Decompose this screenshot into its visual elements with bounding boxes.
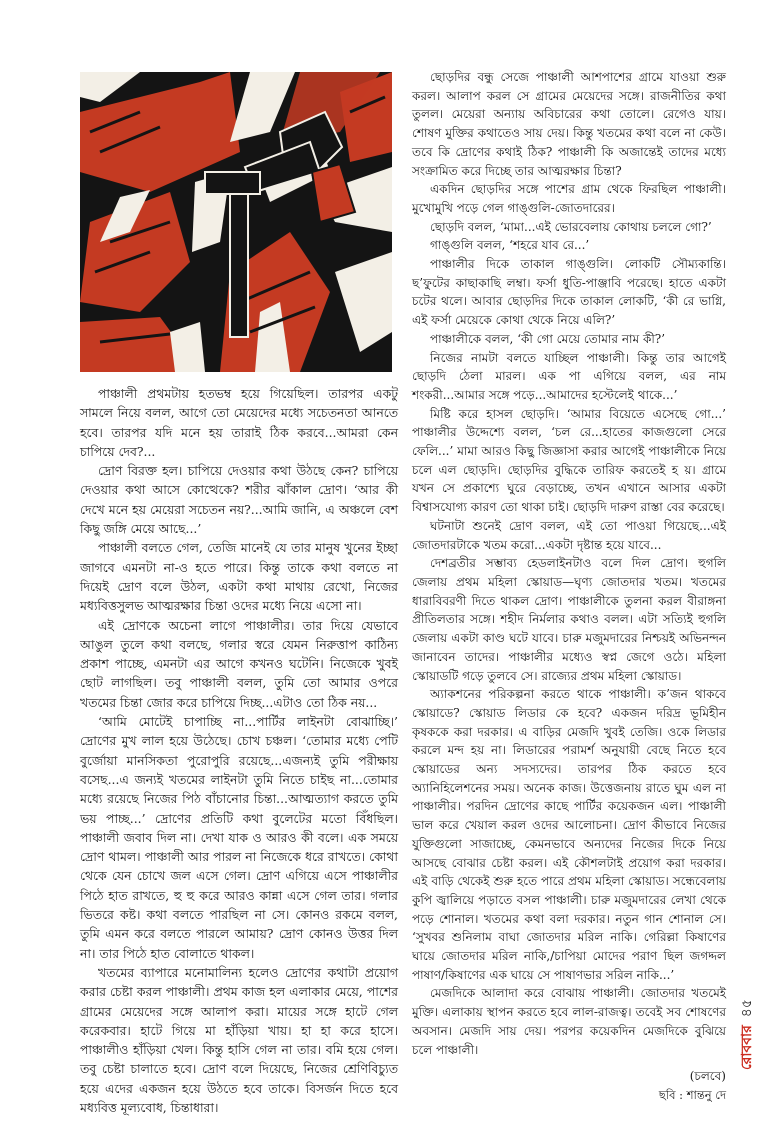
- illustration: [80, 72, 392, 372]
- paragraph: পাঞ্চালী প্রথমটায় হতভম্ব হয়ে গিয়েছিল। তারপর একটু সামলে নিয়ে বলল, আগে তো মেয়েদের মধ্যে সচেতনতা আনতে হবে। তারপর যদি মনে হয় তারাই ঠিক করবে...আমরা কেন চাপিয়ে দেব?...: [80, 386, 398, 459]
- paragraph: পাঞ্চালীকে বলল, ‘কী গো মেয়ে তোমার নাম কী?’: [430, 331, 666, 346]
- paragraph: দ্রোণ বিরক্ত হল। চাপিয়ে দেওয়ার কথা উঠছে কেন? চাপিয়ে দেওয়ার কথা আসে কোত্থেকে? শরীর ঝাঁকাল দ্রোণ। ‘আর কী দেখে মনে হয় মেয়েরা সচেতন নয়?...আমি জানি, এ অঞ্চলে বেশ কিছু জঙ্গি মেয়ে আছে...’: [80, 463, 398, 537]
- paragraph: মিষ্টি করে হাসল ছোড়দি। ‘আমার বিয়েতে এসেছে গো...’ পাঞ্চালীর উদ্দেশ্যে বলল, ‘চল রে...হাতের কাজগুলো সেরে ফেলি...’ মামা আরও কিছু জিজ্ঞাসা করার আগেই পাঞ্চালীকে নিয়ে চলে এল ছোড়দি। ছোড়দির বুদ্ধিকে তারিফ করতেই হ য়। গ্রামে যখন সে প্রকাশ্যে ঘুরে বেড়াচ্ছে, তখন এখানে আসার একটা বিশ্বাসযোগ্য কারণ তো থাকা চাই। ছোড়দি দারুণ রাস্তা বের করেছে।: [412, 406, 726, 515]
- left-column: [80, 384, 398, 1117]
- paragraph: একদিন ছোড়দির সঙ্গে পাশের গ্রাম থেকে ফিরছিল পাঞ্চালী। মুখোমুখি পড়ে গেল গাঙ্গুলি-জোতদারের।: [412, 182, 726, 215]
- paragraph: দেশব্রতীর সম্ভাব্য হেডলাইনটাও বলে দিল দ্রোণ। হুগলি জেলায় প্রথম মহিলা স্কোয়াড—ঘৃণ্য জোতদার খতম। খতমের ধারাবিবরণী দিতে থাকল দ্রোণ। পাঞ্চালীকে তুলনা করল বীরাঙ্গনা প্রীতিলতার সঙ্গে। শহীদ নির্মলার কথাও বলল। এটা সত্যিই হুগলি জেলায় একটা কাণ্ড ঘটে যাবে। চারু মজুমদারের নিশ্চয়ই অভিনন্দন জানাবেন তাদের। পাঞ্চালীর মধ্যেও স্বপ্ন জেগে ওঠে। মহিলা স্কোয়াডটি গড়ে তুলবে সে। রাজ্যের প্রথম মহিলা স্কোয়াড।: [412, 556, 726, 683]
- paragraph: এই দ্রোণকে অচেনা লাগে পাঞ্চালীর। তার দিয়ে যেভাবে আঙুল তুলে কথা বলছে, গলার স্বরে যেমন নিরুত্তাপ কাঠিন্য প্রকাশ পাচ্ছে, এমনটা এর আগে কখনও ঘটেনি। নিজেকে খুবই ছোট লাগছিল। তবু পাঞ্চালী বলল, তুমি তো আমার ওপরে খতমের চিন্তা জোর করে চাপিয়ে দিচ্ছ...এটাও তো ঠিক নয়...: [80, 617, 398, 710]
- paragraph: পাঞ্চালী বলতে গেল, তেজি মানেই যে তার মানুষ খুনের ইচ্ছা জাগবে এমনটা না-ও হতে পারে। কিন্তু তাকে কথা বলতে না দিয়েই দ্রোণ বলে উঠল, একটা কথা মাথায় রেখো, নিজের মধ্যবিত্তসুলভ আত্মরক্ষার চিন্তা ওদের মধ্যে নিয়ে এসো না।: [80, 540, 398, 614]
- illustration-credit: ছবি : শান্তনু দে: [658, 1087, 726, 1102]
- paragraph: অ্যাকশনের পরিকল্পনা করতে থাকে পাঞ্চালী। ক’জন থাকবে স্কোয়াডে? স্কোয়াড লিডার কে হবে? একজন দরিদ্র ভূমিহীন কৃষককে করা দরকার। এ বাড়ির মেজদি খুবই তেজি। ওকে লিডার করলে মন্দ হয় না। লিডারের পরামর্শ অনুযায়ী বেছে নিতে হবে স্কোয়াডের অন্য সদস্যদের। তারপর ঠিক করতে হবে অ্যানিহিলেশনের সময়। অনেক কাজ। উত্তেজনায় রাতে ঘুম এল না পাঞ্চালীর। পরদিন দ্রোণের কাছে পার্টির কয়েকজন এল। পাঞ্চালী ভাল করে খেয়াল করল ওদের আলোচনা। দ্রোণ কীভাবে নিজের যুক্তিগুলো সাজাচ্ছে, কেমনভাবে অন্যদের নিজের দিকে নিয়ে আসছে বোঝার চেষ্টা করল। এই কৌশলটাই প্রয়োগ করা দরকার। এই বাড়ি থেকেই শুরু হতে পারে প্রথম মহিলা স্কোয়াড। সন্ধেবেলায় কুপি জ্বালিয়ে পড়াতে বসল পাঞ্চালী। চারু মজুমদারের লেখা থেকে পড়ে শোনাল। খতমের কথা বলা দরকার। নতুন গান শোনাল সে। ‘সুখবর শুনিলাম বাঘা জোতদার মরিল নাকি। গেরিল্লা কিষাণের ঘায়ে জোতদার মরিল নাকি,/চাপিয়া মোদের পরাণ ছিল জগদ্দল পাষাণ/কিষাণের এক ঘায়ে সে পাষাণভার সরিল নাকি...’: [412, 687, 726, 982]
- paragraph: ঘটনাটা শুনেই দ্রোণ বলল, এই তো পাওয়া গিয়েছে...এই জোতদারটাকে খতম করো...একটা দৃষ্টান্ত হয়ে যাবে...: [412, 518, 726, 552]
- paragraph: ছোড়দি বলল, ‘মামা...এই ভোরবেলায় কোথায় চললে গো?’: [430, 219, 712, 234]
- paragraph: নিজের নামটা বলতে যাচ্ছিল পাঞ্চালী। কিন্তু তার আগেই ছোড়দি ঠেলা মারল। এক পা এগিয়ে বলল, এর নাম শংকরী...আমার সঙ্গে পড়ে...আমাদের হস্টেলেই থাকে...’: [412, 350, 726, 402]
- paragraph: মেজদিকে আলাদা করে বোঝায় পাঞ্চালী। জোতদার খতমেই মুক্তি। এলাকায় স্থাপন করতে হবে লাল-রাজত্ব। তবেই সব শোষণের অবসান। মেজদি সায় দেয়। পরপর কয়েকদিন মেজদিকে বুঝিয়ে চলে পাঞ্চালী।: [412, 986, 726, 1057]
- paragraph: খতমের ব্যাপারে মনোমালিন্য হলেও দ্রোণের কথাটা প্রয়োগ করার চেষ্টা করল পাঞ্চালী। প্রথম কাজ হল এলাকার মেয়ে, পাশের গ্রামের মেয়েদের সঙ্গে আলাপ করা। মায়ের সঙ্গে হাটে গেল করেকবার। হাটে গিয়ে মা হাঁড়িয়া খায়। হা হা করে হাসে। পাঞ্চালীও হাঁড়িয়া খেল। কিন্তু হাসি গেল না তার। বমি হয়ে গেল। তবু চেষ্টা চালাতে হবে। দ্রোণ বলে দিয়েছে, নিজের শ্রেণিবিচ্যুত হয়ে এদের একজন হয়ে উঠতে হবে তাকে। বিসর্জন দিতে হবে মধ্যবিত্ত মূল্যবোধ, চিন্তাধারা।: [80, 964, 398, 1115]
- paragraph: গাঙ্গুলি বলল, ‘শহরে যাব রে...’: [430, 238, 590, 253]
- right-column: [412, 68, 726, 1105]
- to-be-continued: (চলবে): [689, 1069, 726, 1084]
- page-number: ৪৫: [739, 999, 755, 1018]
- page-footer: [734, 960, 760, 1070]
- paragraph: ছোড়দির বন্ধু সেজে পাঞ্চালী আশপাশের গ্রামে যাওয়া শুরু করল। আলাপ করল সে গ্রামের মেয়েদের সঙ্গে। রাজনীতির কথা তুলল। মেয়েরা অন্যায় অবিচারের কথা তোলে। রেগেও যায়। শোষণ মুক্তির কথাতেও সায় দেয়। কিন্তু খতমের কথা বলে না কেউ। তবে কি দ্রোণের কথাই ঠিক? পাঞ্চালী কি অজান্তেই তাদের মধ্যে সংক্রামিত করে দিচ্ছে তার আত্মরক্ষার চিন্তা?: [412, 70, 726, 178]
- magazine-name: রোববার: [739, 1025, 755, 1070]
- paragraph: ‘আমি মোটেই চাপাচ্ছি না...পার্টির লাইনটা বোঝাচ্ছি।’ দ্রোণের মুখ লাল হয়ে উঠেছে। চোখ চঞ্চল। ‘তোমার মধ্যে পেটি বুর্জোয়া মানসিকতা পুরোপুরি রয়েছে...এজন্যই তুমি পরীক্ষায় বসেছ...এ জন্যই খতমের লাইনটা তুমি নিতে চাইছ না...তোমার মধ্যে রয়েছে নিজের পিঠ বাঁচানোর চিন্তা...আত্মত্যাগ করতে তুমি ভয় পাচ্ছ...’ দ্রোণের প্রতিটি কথা বুলেটের মতো বিঁধছিল। পাঞ্চালী জবাব দিল না। দেখা যাক ও আরও কী বলে। এক সময়ে দ্রোণ থামল। পাঞ্চালী আর পারল না নিজেকে ধরে রাখতে। কোথা থেকে যেন চোখে জল এসে গেল। দ্রোণ এগিয়ে এসে পাঞ্চালীর পিঠে হাত রাখতে, হু হু করে আরও কান্না এসে গেল তার। গলার ভিতরে কষ্ট। কথা বলতে পারছিল না সে। কোনও রকমে বলল, তুমি এমন করে বলতে পারলে আমায়? দ্রোণ কোনও উত্তর দিল না। তার পিঠে হাত বোলাতে থাকল।: [80, 714, 398, 961]
- paragraph: পাঞ্চালীর দিকে তাকাল গাঙ্গুলি। লোকটি সৌম্যকান্তি। ছ’ফুটের কাছাকাছি লম্বা। ফর্সা ধুতি-পাঞ্জাবি পরেছে। হাতে একটা চটের থলে। আবার ছোড়দির দিকে তাকাল লোকটি, ‘কী রে ভাগ্নি, এই ফর্সা মেয়েকে কোথা থেকে নিয়ে এলি?’: [412, 257, 726, 328]
